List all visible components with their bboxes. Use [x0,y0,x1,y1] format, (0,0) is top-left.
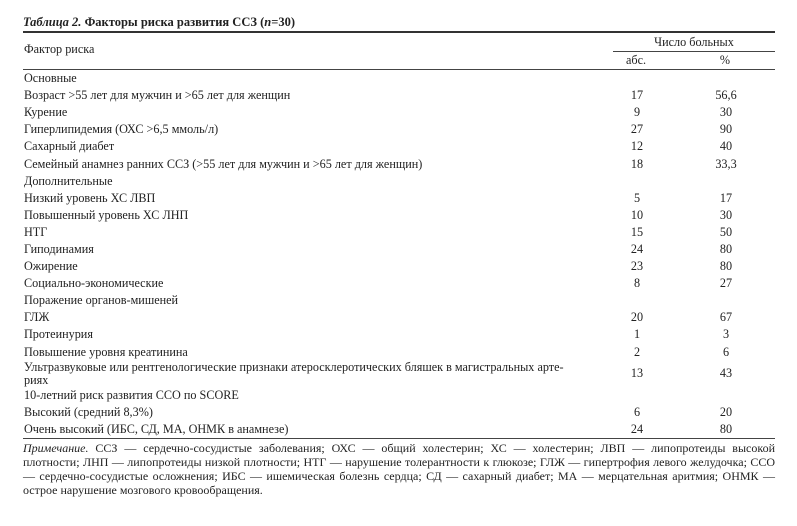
row-pct: 67 [719,310,733,325]
row-label: Повышение уровня креатинина [24,344,188,359]
table-row [23,421,776,438]
caption-n: n [264,15,272,29]
caption-n-value: =30) [271,15,295,29]
row-label: Сахарный диабет [24,139,115,154]
row-abs: 8 [633,276,641,291]
row-label: Дополнительные [24,173,113,188]
table-row [23,224,776,241]
row-abs: 15 [630,224,644,239]
row-pct: 80 [719,421,733,436]
row-label: Гиперлипидемия (ОХС >6,5 ммоль/л) [24,122,219,137]
row-pct: 90 [719,122,733,137]
table-row [23,207,776,224]
row-abs [598,292,676,309]
row-label: НТГ [24,224,48,239]
row-abs: 17 [630,88,644,103]
document-page [23,14,775,497]
table-row [23,241,776,258]
row-pct: 43 [719,366,733,381]
row-abs [598,173,676,190]
table-row [23,121,776,138]
risk-factors-table [23,70,776,438]
row-label: Семейный анамнез ранних ССЗ (>55 лет для мужчин и >65 лет для женщин) [24,156,423,171]
row-abs: 27 [630,122,644,137]
table-row [23,173,776,190]
table-note [23,441,775,497]
row-pct: 33,3 [715,156,737,171]
note-label: Примечание. [23,440,89,455]
table-row [23,258,776,275]
row-label: Ожирение [24,259,78,274]
row-abs: 24 [630,241,644,256]
row-pct: 27 [719,276,733,291]
table-caption [23,14,775,31]
table-row [23,155,776,172]
row-abs [598,387,676,404]
row-abs: 10 [630,207,644,222]
header-factor: Фактор риска [24,42,95,56]
header-abs: абс. [625,53,647,67]
row-abs: 12 [630,139,644,154]
row-abs: 6 [633,404,641,419]
note-text: ССЗ — сердечно-сосудистые заболевания; ОХС — общий холестерин; ХС — холестерин; ЛВП — липопротеиды высокой плотности; ЛНП — липопротеиды низкой плотности; НТГ — нарушение толерантности к глюкозе; ГЛЖ — гипертрофия левого желудочка; ССО — сердечно-сосудистые осложнения; ИБС — ишемическая болезнь сердца; СД — сахарный диабет; МА — мерцательная аритмия; ОНМК — острое нарушение мозгового кровообращения. [23,440,775,497]
row-label: Социально-экономические [24,276,164,291]
row-label: Очень высокий (ИБС, СД, МА, ОНМК в анамнезе) [24,421,289,436]
row-pct [676,173,776,190]
row-pct: 3 [722,327,730,342]
table-row [23,275,776,292]
row-label: Низкий уровень ХС ЛВП [24,190,156,205]
row-abs: 23 [630,259,644,274]
header-group-rule [613,51,775,52]
bottom-rule [23,438,775,439]
table-row [23,387,776,404]
row-abs: 24 [630,421,644,436]
row-abs: 1 [633,327,641,342]
row-pct: 17 [719,190,733,205]
table-row [23,87,776,104]
row-pct: 20 [719,404,733,419]
caption-label: Таблица 2. [23,15,82,29]
row-abs: 9 [633,105,641,120]
caption-title: Факторы риска развития ССЗ ( [81,15,265,29]
row-pct [676,70,776,87]
row-pct: 30 [719,207,733,222]
row-label: Высокий (средний 8,3%) [24,404,153,419]
row-label: ГЛЖ [24,310,50,325]
row-label: Протеинурия [24,327,93,342]
row-pct: 30 [719,105,733,120]
row-pct: 80 [719,241,733,256]
row-pct: 40 [719,139,733,154]
table-row [23,104,776,121]
row-abs: 20 [630,310,644,325]
row-pct: 56,6 [715,88,737,103]
row-label: Повышенный уровень ХС ЛНП [24,207,189,222]
row-label: Поражение органов-мишеней [24,293,179,308]
table-row [23,361,776,387]
row-abs: 13 [630,366,644,381]
row-abs: 2 [633,344,641,359]
row-label: Курение [24,105,68,120]
row-pct: 6 [722,344,730,359]
row-pct [676,292,776,309]
table-header [23,33,775,69]
row-abs: 18 [630,156,644,171]
row-pct: 80 [719,259,733,274]
table-row [23,190,776,207]
table-row [23,309,776,326]
table-row [23,70,776,87]
header-group: Число больных [654,35,734,49]
row-abs: 5 [633,190,641,205]
row-label: Возраст >55 лет для мужчин и >65 лет для женщин [24,88,291,103]
row-label: Ультразвуковые или рентгенологические признаки атеросклеротических бляшек в магистральных арте- риях [24,359,564,387]
header-pct: % [719,53,731,67]
table-row [23,138,776,155]
row-label: 10-летний риск развития ССО по SCORE [24,387,239,402]
row-pct: 50 [719,224,733,239]
row-label: Гиподинамия [24,241,94,256]
table-row [23,404,776,421]
row-abs [598,70,676,87]
table-row [23,326,776,343]
table-row [23,292,776,309]
row-label: Основные [24,71,77,86]
table-row [23,344,776,361]
row-pct [676,387,776,404]
